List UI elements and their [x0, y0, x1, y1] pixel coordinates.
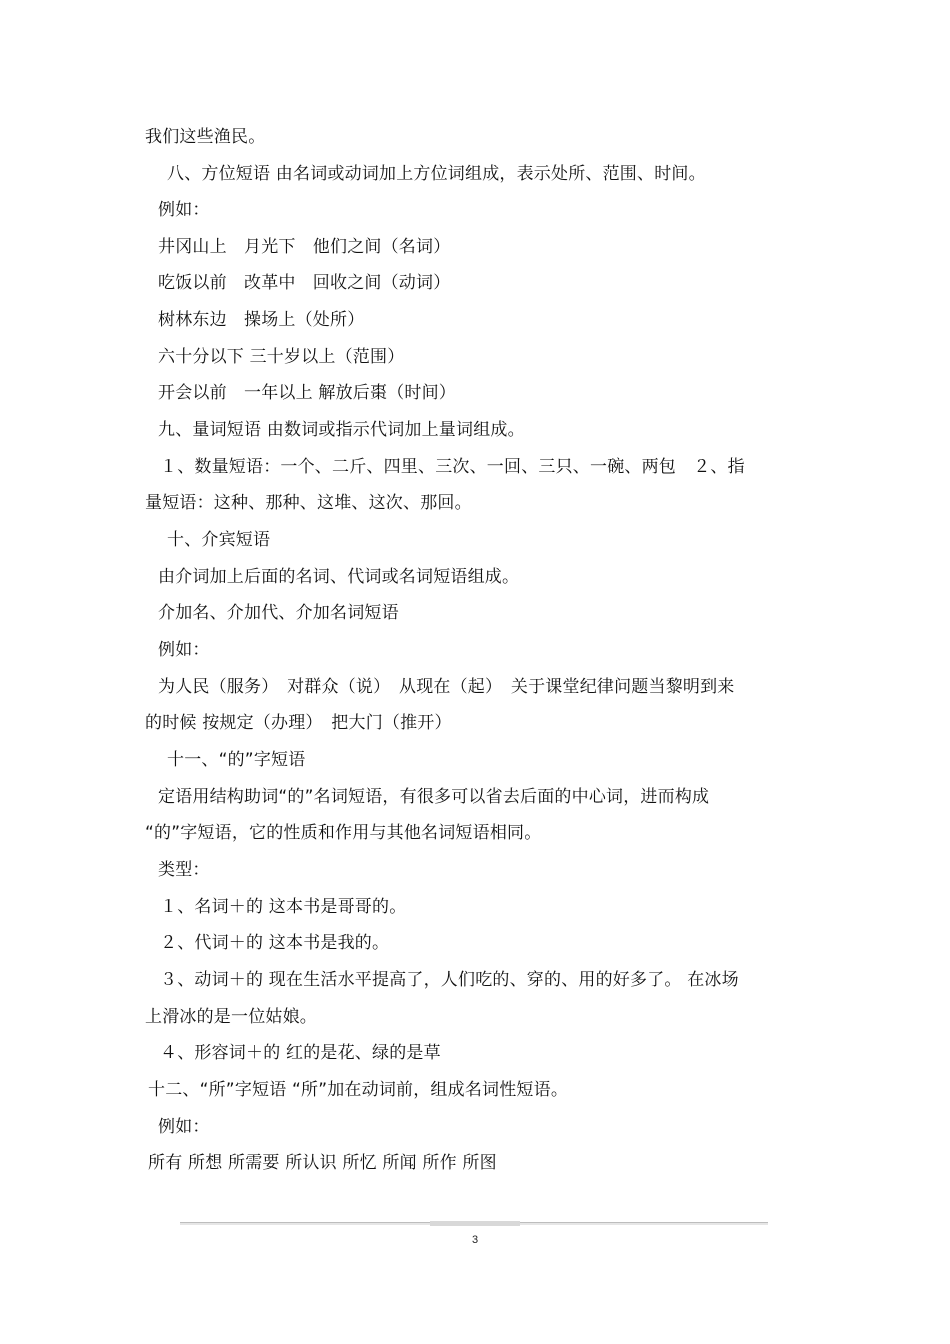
text-line-22: １、名词＋的 这本书是哥哥的。: [160, 897, 407, 917]
text-line-25: 上滑冰的是一位姑娘。: [145, 1007, 317, 1027]
page-number: 3: [471, 1234, 479, 1246]
text-line-example-1: 例如：: [158, 200, 210, 220]
text-line-8: 开会以前 一年以上 解放后棗（时间）: [158, 383, 457, 403]
text-line-11: 量短语：这种、那种、这堆、这次、那回。: [145, 493, 472, 513]
text-line-1: 我们这些渔民。: [145, 127, 266, 147]
text-line-7: 六十分以下 三十岁以上（范围）: [158, 347, 405, 367]
text-line-example-2: 例如：: [158, 640, 210, 660]
footer-divider: [180, 1222, 768, 1225]
text-line-16: 为人民（服务） 对群众（说） 从现在（起） 关于课堂纪律问题当黎明到来: [158, 677, 735, 697]
text-line-5: 吃饭以前 改革中 回收之间（动词）: [158, 273, 451, 293]
text-line-29: 所有 所想 所需要 所认识 所忆 所闻 所作 所图: [148, 1153, 497, 1173]
text-line-10: １、数量短语：一个、二斤、四里、三次、一回、三只、一碗、两包 ２、指: [160, 457, 745, 477]
text-line-19: 定语用结构助词“的”名词短语，有很多可以省去后面的中心词，进而构成: [158, 787, 710, 807]
text-line-4: 井冈山上 月光下 他们之间（名词）: [158, 237, 451, 257]
text-line-14: 介加名、介加代、介加名词短语: [158, 603, 399, 623]
text-line-20: “的”字短语，它的性质和作用与其他名词短语相同。: [145, 823, 542, 843]
text-line-24: ３、动词＋的 现在生活水平提高了，人们吃的、穿的、用的好多了。 在冰场: [160, 970, 739, 990]
heading-9-liangci: 九、量词短语 由数词或指示代词加上量词组成。: [158, 420, 525, 440]
text-line-13: 由介词加上后面的名词、代词或名词短语组成。: [158, 567, 520, 587]
heading-12-suo: 十二、“所”字短语 “所”加在动词前，组成名词性短语。: [148, 1080, 569, 1100]
heading-8-fangwei: 八、方位短语 由名词或动词加上方位词组成，表示处所、范围、时间。: [167, 164, 706, 184]
text-line-17: 的时候 按规定（办理） 把大门（推开）: [145, 713, 452, 733]
heading-10-jiebin: 十、介宾短语: [167, 530, 271, 550]
text-line-6: 树林东边 操场上（处所）: [158, 310, 365, 330]
text-line-types: 类型：: [158, 860, 210, 880]
text-line-23: ２、代词＋的 这本书是我的。: [160, 933, 390, 953]
heading-11-de: 十一、“的”字短语: [167, 750, 306, 770]
text-line-26: ４、形容词＋的 红的是花、绿的是草: [160, 1043, 441, 1063]
text-line-example-3: 例如：: [158, 1117, 210, 1137]
